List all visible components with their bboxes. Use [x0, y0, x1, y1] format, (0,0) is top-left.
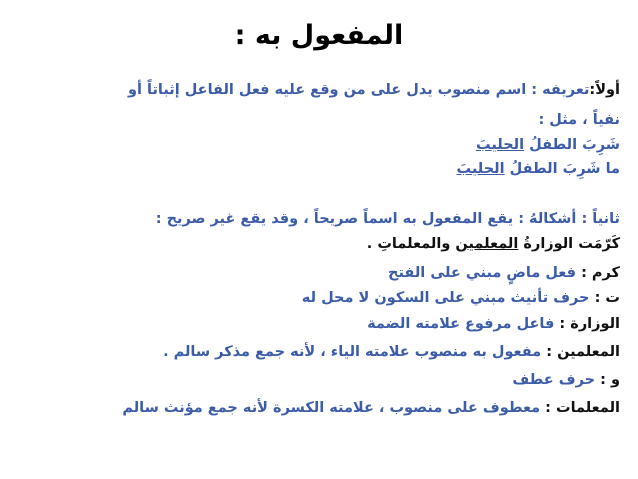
parsing-analysis: حرف عطف: [512, 372, 596, 388]
parsing-row: [163, 344, 620, 360]
parsing-analysis: حرف تأنيث مبني على السكون لا محل له: [301, 290, 590, 306]
parsing-word: كرم :: [581, 265, 620, 281]
example2-object: الحليبَ: [456, 161, 505, 177]
parsing-word: المعلمات :: [545, 400, 620, 416]
example3-conjunct: والمعلماتِ: [377, 236, 451, 252]
definition-text: تعريفه : اسم منصوب يدل على من وقع عليه فعل الفاعل إثباتاً أو: [127, 82, 590, 98]
parsing-row: [302, 290, 620, 306]
definition-line-1: [128, 82, 620, 98]
example1-object: الحليبَ: [476, 137, 525, 153]
parsing-row: [512, 372, 620, 388]
example3-verb: كَرّمَت: [578, 236, 620, 252]
example2-verb: شَرِبَ: [562, 161, 601, 177]
section1-label: أولاً:: [589, 82, 620, 98]
parsing-word: الوزارة :: [559, 316, 620, 332]
parsing-row: [122, 400, 620, 416]
example3-object: المعلمين: [455, 236, 519, 252]
example2-subject: الطفلُ: [509, 161, 558, 177]
example3-subject: الوزارةُ: [523, 236, 574, 252]
example1-verb: شَرِبَ: [582, 137, 620, 153]
example2-negation: ما: [605, 161, 620, 177]
parsing-analysis: معطوف على منصوب ، علامته الكسرة لأنه جمع مؤنث سالم: [122, 400, 541, 416]
parsing-word: و :: [600, 372, 620, 388]
example3-end: .: [366, 236, 373, 252]
parsing-row: [388, 265, 620, 281]
example-sentence-3: [367, 236, 620, 252]
definition-line-2: نفياً ، مثل :: [538, 112, 620, 128]
parsing-analysis: فعل ماضٍ مبني على الفتح: [388, 265, 576, 281]
parsing-word: المعلمين :: [546, 344, 620, 360]
parsing-analysis: مفعول به منصوب علامته الياء ، لأنه جمع مذكر سالم .: [163, 344, 542, 360]
example1-subject: الطفلُ: [529, 137, 578, 153]
parsing-row: [367, 316, 620, 332]
parsing-analysis: فاعل مرفوع علامته الضمة: [367, 316, 555, 332]
slide-title: المفعول به :: [234, 20, 404, 51]
example-sentence-2: [457, 161, 620, 177]
forms-line: ثانياً : أشكالهُ : يقع المفعول به اسماً صريحاً ، وقد يقع غير صريح :: [155, 211, 620, 227]
parsing-word: ت :: [594, 290, 620, 306]
example-sentence-1: [476, 137, 620, 153]
